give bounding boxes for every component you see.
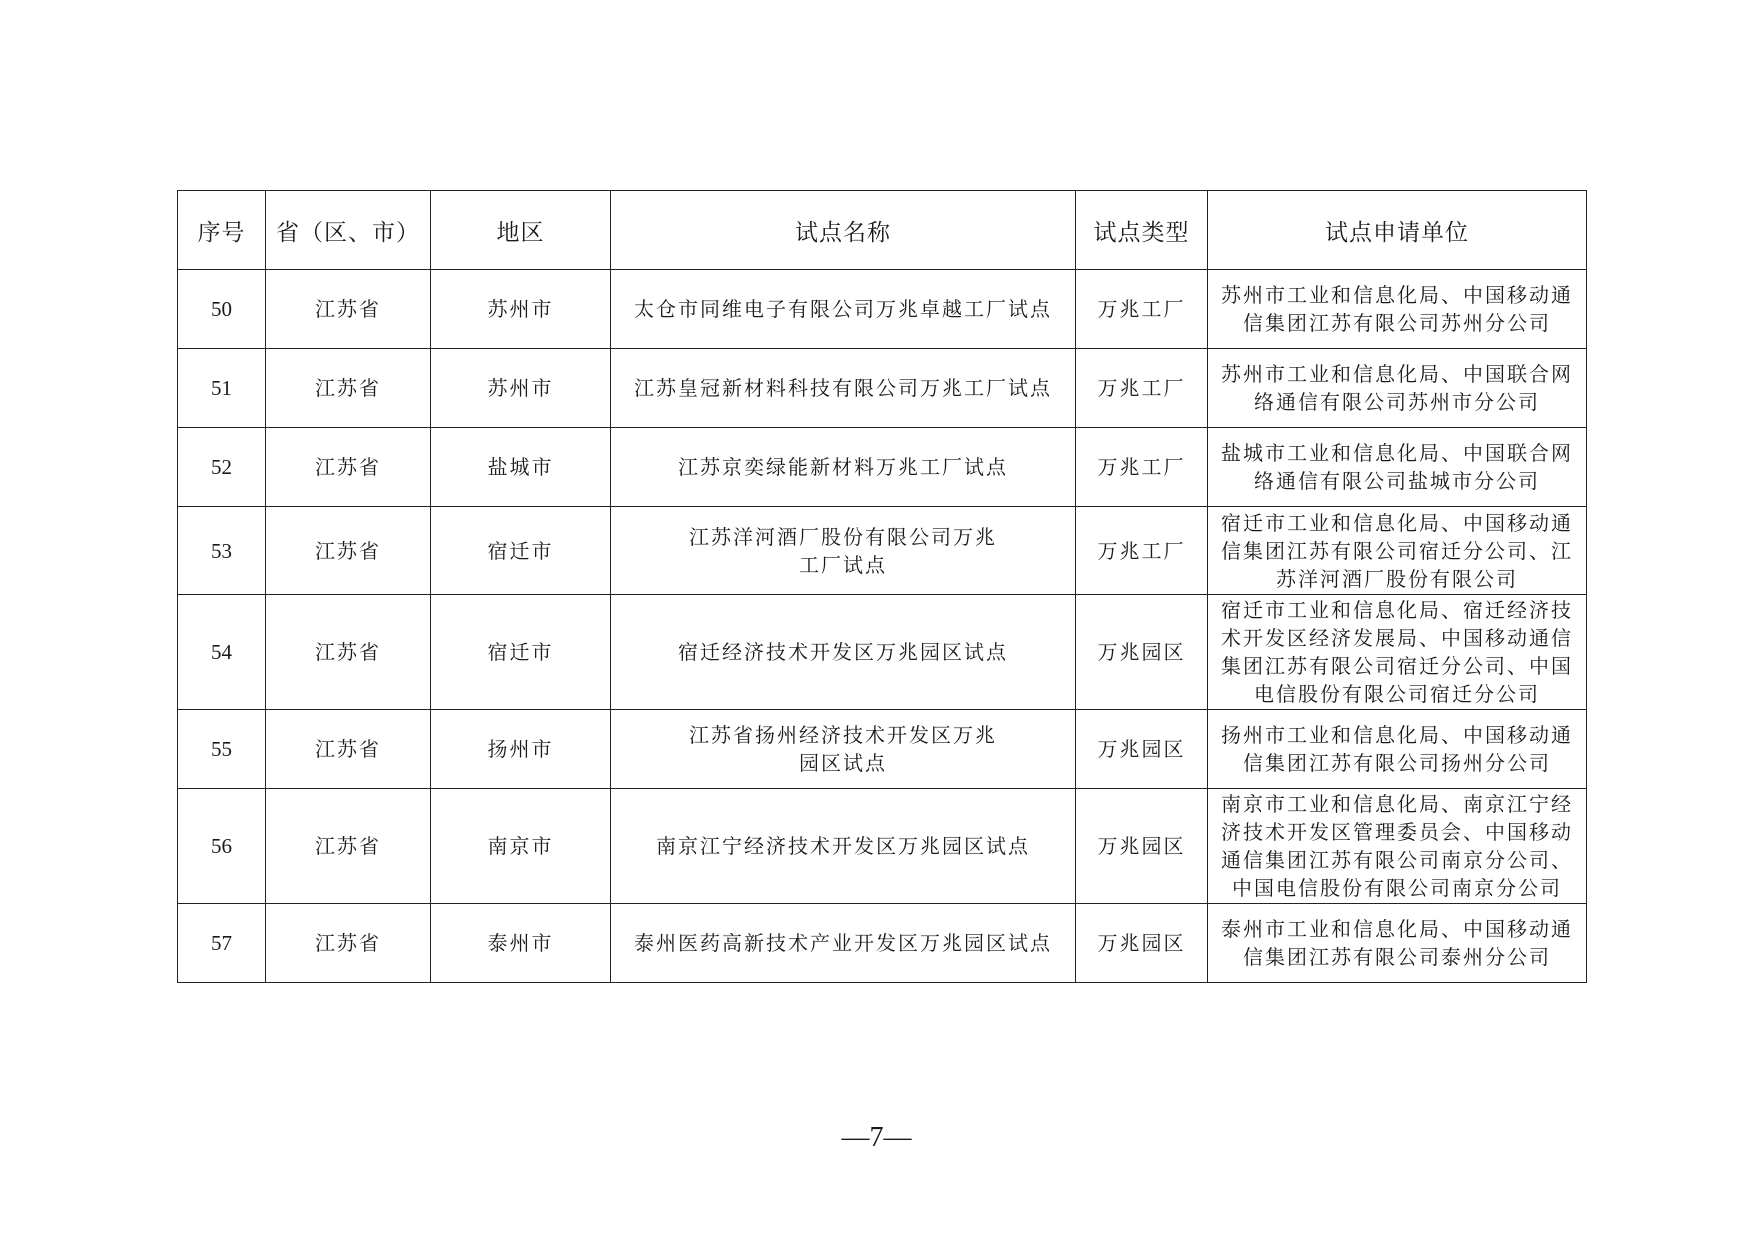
cell-region: 苏州市 bbox=[431, 270, 611, 349]
cell-applicant: 苏州市工业和信息化局、中国联合网络通信有限公司苏州市分公司 bbox=[1208, 349, 1587, 428]
pilot-list-table bbox=[177, 190, 1587, 983]
cell-pilot-type: 万兆园区 bbox=[1076, 904, 1208, 983]
table-row bbox=[178, 428, 1587, 507]
cell-region: 宿迁市 bbox=[431, 507, 611, 595]
cell-pilot-name: 江苏皇冠新材料科技有限公司万兆工厂试点 bbox=[611, 349, 1076, 428]
header-pilot-type: 试点类型 bbox=[1076, 191, 1208, 270]
cell-seq: 51 bbox=[178, 349, 266, 428]
cell-province: 江苏省 bbox=[266, 789, 431, 904]
cell-region: 泰州市 bbox=[431, 904, 611, 983]
cell-pilot-name: 江苏省扬州经济技术开发区万兆园区试点 bbox=[611, 710, 1076, 789]
cell-region: 盐城市 bbox=[431, 428, 611, 507]
header-pilot-name: 试点名称 bbox=[611, 191, 1076, 270]
cell-pilot-name: 江苏京奕绿能新材料万兆工厂试点 bbox=[611, 428, 1076, 507]
cell-applicant: 扬州市工业和信息化局、中国移动通信集团江苏有限公司扬州分公司 bbox=[1208, 710, 1587, 789]
cell-pilot-name: 太仓市同维电子有限公司万兆卓越工厂试点 bbox=[611, 270, 1076, 349]
table-row bbox=[178, 507, 1587, 595]
cell-applicant: 泰州市工业和信息化局、中国移动通信集团江苏有限公司泰州分公司 bbox=[1208, 904, 1587, 983]
cell-region: 宿迁市 bbox=[431, 595, 611, 710]
header-applicant: 试点申请单位 bbox=[1208, 191, 1587, 270]
cell-applicant: 宿迁市工业和信息化局、宿迁经济技术开发区经济发展局、中国移动通信集团江苏有限公司宿迁分公司、中国电信股份有限公司宿迁分公司 bbox=[1208, 595, 1587, 710]
cell-pilot-type: 万兆园区 bbox=[1076, 789, 1208, 904]
header-region: 地区 bbox=[431, 191, 611, 270]
cell-pilot-type: 万兆工厂 bbox=[1076, 270, 1208, 349]
cell-seq: 55 bbox=[178, 710, 266, 789]
cell-pilot-name: 南京江宁经济技术开发区万兆园区试点 bbox=[611, 789, 1076, 904]
cell-applicant: 苏州市工业和信息化局、中国移动通信集团江苏有限公司苏州分公司 bbox=[1208, 270, 1587, 349]
cell-province: 江苏省 bbox=[266, 904, 431, 983]
cell-pilot-type: 万兆工厂 bbox=[1076, 507, 1208, 595]
cell-province: 江苏省 bbox=[266, 428, 431, 507]
cell-region: 扬州市 bbox=[431, 710, 611, 789]
table-header bbox=[178, 191, 1587, 270]
cell-seq: 56 bbox=[178, 789, 266, 904]
cell-pilot-type: 万兆园区 bbox=[1076, 710, 1208, 789]
cell-province: 江苏省 bbox=[266, 507, 431, 595]
table-row bbox=[178, 349, 1587, 428]
cell-pilot-type: 万兆工厂 bbox=[1076, 428, 1208, 507]
header-seq: 序号 bbox=[178, 191, 266, 270]
cell-seq: 50 bbox=[178, 270, 266, 349]
cell-applicant: 宿迁市工业和信息化局、中国移动通信集团江苏有限公司宿迁分公司、江苏洋河酒厂股份有限公司 bbox=[1208, 507, 1587, 595]
cell-applicant: 盐城市工业和信息化局、中国联合网络通信有限公司盐城市分公司 bbox=[1208, 428, 1587, 507]
table-row bbox=[178, 789, 1587, 904]
cell-province: 江苏省 bbox=[266, 349, 431, 428]
cell-pilot-name: 江苏洋河酒厂股份有限公司万兆工厂试点 bbox=[611, 507, 1076, 595]
cell-province: 江苏省 bbox=[266, 710, 431, 789]
header-row bbox=[178, 191, 1587, 270]
cell-pilot-type: 万兆园区 bbox=[1076, 595, 1208, 710]
cell-applicant: 南京市工业和信息化局、南京江宁经济技术开发区管理委员会、中国移动通信集团江苏有限公司南京分公司、中国电信股份有限公司南京分公司 bbox=[1208, 789, 1587, 904]
page-number: —7— bbox=[841, 1122, 912, 1153]
cell-seq: 53 bbox=[178, 507, 266, 595]
cell-pilot-name: 宿迁经济技术开发区万兆园区试点 bbox=[611, 595, 1076, 710]
cell-province: 江苏省 bbox=[266, 595, 431, 710]
cell-province: 江苏省 bbox=[266, 270, 431, 349]
table-row bbox=[178, 710, 1587, 789]
cell-seq: 52 bbox=[178, 428, 266, 507]
cell-pilot-type: 万兆工厂 bbox=[1076, 349, 1208, 428]
header-province: 省（区、市） bbox=[266, 191, 431, 270]
cell-pilot-name: 泰州医药高新技术产业开发区万兆园区试点 bbox=[611, 904, 1076, 983]
cell-region: 苏州市 bbox=[431, 349, 611, 428]
table-row bbox=[178, 904, 1587, 983]
cell-region: 南京市 bbox=[431, 789, 611, 904]
cell-seq: 57 bbox=[178, 904, 266, 983]
table-row bbox=[178, 595, 1587, 710]
cell-seq: 54 bbox=[178, 595, 266, 710]
table-row bbox=[178, 270, 1587, 349]
table-body bbox=[178, 270, 1587, 983]
